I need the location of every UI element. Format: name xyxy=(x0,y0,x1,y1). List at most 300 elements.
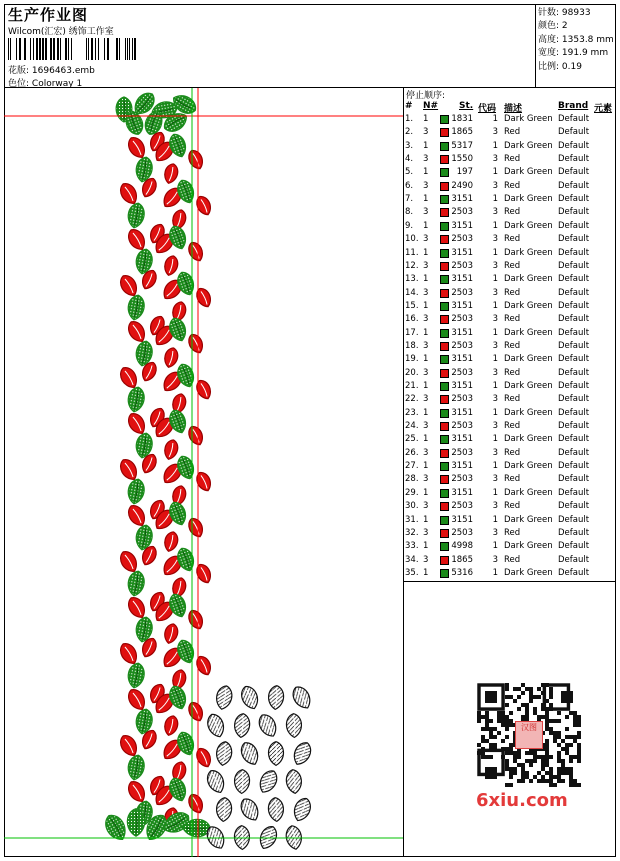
row-code: 1 xyxy=(492,167,498,178)
row-stitches: 2503 xyxy=(451,287,473,298)
row-brand: Default xyxy=(558,367,590,378)
row-index: 13. xyxy=(405,274,419,285)
row-brand: Default xyxy=(558,247,590,258)
row-index: 10. xyxy=(405,234,419,245)
row-index: 6. xyxy=(405,180,414,191)
row-brand: Default xyxy=(558,234,590,245)
table-row xyxy=(404,127,616,140)
row-description: Red xyxy=(504,340,521,351)
table-row xyxy=(404,221,616,234)
row-stitches: 3151 xyxy=(451,220,473,231)
row-description: Dark Green xyxy=(504,140,553,151)
row-code: 3 xyxy=(492,127,498,138)
row-description: Dark Green xyxy=(504,381,553,391)
row-index: 26. xyxy=(405,447,419,458)
row-stitches: 2503 xyxy=(451,527,473,538)
color-swatch xyxy=(440,302,449,311)
color-swatch xyxy=(440,222,449,231)
row-stitches: 5317 xyxy=(451,140,473,151)
row-needle: 1 xyxy=(423,407,429,418)
row-brand: Default xyxy=(558,180,590,191)
row-description: Dark Green xyxy=(504,541,553,552)
leaf-motif xyxy=(186,424,206,447)
design-value: 1696463.emb xyxy=(31,66,95,76)
row-code: 3 xyxy=(492,447,498,458)
leaf-motif xyxy=(290,740,314,768)
color-swatch xyxy=(440,182,449,191)
row-brand: Default xyxy=(558,541,590,552)
leaf-motif xyxy=(214,684,234,710)
row-brand: Default xyxy=(558,421,590,432)
row-description: Red xyxy=(504,501,521,512)
color-swatch xyxy=(440,462,449,471)
color-swatch xyxy=(440,128,449,137)
leaf-motif xyxy=(126,202,146,229)
row-stitches: 2503 xyxy=(451,367,473,378)
leaf-motif xyxy=(186,332,206,355)
row-description: Dark Green xyxy=(504,274,553,285)
row-brand: Default xyxy=(558,140,590,151)
leaf-motif xyxy=(238,684,261,712)
color-swatch xyxy=(440,355,449,364)
table-row xyxy=(404,114,616,127)
row-index: 15. xyxy=(405,300,419,311)
row-code: 1 xyxy=(492,114,498,124)
row-brand: Default xyxy=(558,340,590,351)
table-row xyxy=(404,234,616,247)
watermark-text: 6xiu.com xyxy=(476,790,568,811)
row-description: Dark Green xyxy=(504,300,553,311)
row-description: Red xyxy=(504,234,521,245)
stat-stitches: 针数: 98933 xyxy=(538,8,591,18)
row-index: 27. xyxy=(405,461,419,472)
row-index: 29. xyxy=(405,487,419,498)
row-description: Dark Green xyxy=(504,194,553,205)
row-index: 11. xyxy=(405,247,419,258)
row-code: 3 xyxy=(492,527,498,538)
leaf-motif xyxy=(162,622,179,645)
color-swatch xyxy=(440,569,449,578)
color-swatch xyxy=(440,208,449,217)
row-index: 2. xyxy=(405,127,414,138)
row-needle: 3 xyxy=(423,367,429,378)
row-description: Dark Green xyxy=(504,407,553,418)
color-swatch xyxy=(440,489,449,498)
color-swatch xyxy=(440,142,449,151)
row-needle: 1 xyxy=(423,114,429,124)
row-index: 30. xyxy=(405,501,419,512)
row-code: 1 xyxy=(492,514,498,525)
row-index: 4. xyxy=(405,154,414,165)
row-index: 31. xyxy=(405,514,419,525)
row-description: Dark Green xyxy=(504,167,553,178)
row-code: 1 xyxy=(492,434,498,445)
row-needle: 3 xyxy=(423,554,429,565)
color-swatch xyxy=(440,502,449,511)
row-brand: Default xyxy=(558,327,590,338)
row-brand: Default xyxy=(558,514,590,525)
leaf-motif xyxy=(204,768,227,796)
color-swatch xyxy=(440,516,449,525)
design-stats xyxy=(536,4,616,88)
row-index: 19. xyxy=(405,354,419,365)
color-swatch xyxy=(440,329,449,338)
color-swatch xyxy=(440,249,449,258)
row-code: 3 xyxy=(492,287,498,298)
row-stitches: 2503 xyxy=(451,421,473,432)
row-description: Red xyxy=(504,554,521,565)
color-swatch xyxy=(440,315,449,324)
leaf-motif xyxy=(194,286,214,309)
color-swatch xyxy=(440,262,449,271)
table-row xyxy=(404,328,616,341)
leaf-motif xyxy=(162,162,179,185)
table-row xyxy=(404,301,616,314)
row-description: Red xyxy=(504,207,521,218)
row-description: Dark Green xyxy=(504,487,553,498)
color-swatch xyxy=(440,342,449,351)
row-code: 3 xyxy=(492,554,498,565)
row-needle: 1 xyxy=(423,140,429,151)
color-swatch xyxy=(440,529,449,538)
row-description: Red xyxy=(504,314,521,325)
leaf-motif xyxy=(268,797,285,822)
row-description: Red xyxy=(504,180,521,191)
table-row xyxy=(404,541,616,554)
row-index: 12. xyxy=(405,260,419,271)
color-swatch xyxy=(440,289,449,298)
col-header-description: 描述 xyxy=(504,104,523,114)
row-index: 9. xyxy=(405,220,414,231)
row-index: 21. xyxy=(405,381,419,391)
row-description: Red xyxy=(504,154,521,165)
leaf-motif xyxy=(126,294,146,321)
leaf-motif xyxy=(285,769,302,794)
row-needle: 1 xyxy=(423,381,429,391)
row-description: Red xyxy=(504,527,521,538)
row-stitches: 2503 xyxy=(451,394,473,405)
stop-sequence-table xyxy=(404,88,616,582)
row-brand: Default xyxy=(558,154,590,165)
row-index: 14. xyxy=(405,287,419,298)
color-swatch xyxy=(440,195,449,204)
row-stitches: 3151 xyxy=(451,487,473,498)
leaf-motif xyxy=(162,346,179,369)
row-index: 5. xyxy=(405,167,414,178)
design-label: 花版: xyxy=(8,66,30,76)
table-row xyxy=(404,261,616,274)
table-row xyxy=(404,474,616,487)
row-description: Red xyxy=(504,367,521,378)
row-brand: Default xyxy=(558,167,590,178)
row-brand: Default xyxy=(558,260,590,271)
col-header-stitches: St. xyxy=(459,101,474,111)
color-swatch xyxy=(440,435,449,444)
leaf-motif xyxy=(186,240,206,263)
row-needle: 3 xyxy=(423,501,429,512)
leaf-motif xyxy=(186,148,206,171)
row-needle: 3 xyxy=(423,314,429,325)
qr-stamp: 汉图 xyxy=(515,721,543,749)
row-brand: Default xyxy=(558,274,590,285)
color-swatch xyxy=(440,422,449,431)
leaf-motif xyxy=(238,740,262,768)
table-row xyxy=(404,368,616,381)
row-brand: Default xyxy=(558,220,590,231)
row-code: 1 xyxy=(492,461,498,472)
leaf-motif xyxy=(291,796,314,824)
row-stitches: 2503 xyxy=(451,207,473,218)
row-index: 18. xyxy=(405,340,419,351)
row-code: 1 xyxy=(492,194,498,205)
row-stitches: 2503 xyxy=(451,474,473,485)
row-stitches: 3151 xyxy=(451,247,473,258)
row-index: 8. xyxy=(405,207,414,218)
color-swatch xyxy=(440,542,449,551)
color-swatch xyxy=(440,155,449,164)
row-stitches: 3151 xyxy=(451,354,473,365)
leaf-motif xyxy=(194,562,214,585)
leaf-motif xyxy=(186,516,206,539)
stat-colors: 颜色: 2 xyxy=(538,21,568,31)
row-code: 1 xyxy=(492,567,498,578)
design-file xyxy=(8,63,95,76)
row-needle: 1 xyxy=(423,247,429,258)
row-brand: Default xyxy=(558,434,590,445)
table-row xyxy=(404,354,616,367)
barcode xyxy=(8,38,136,60)
row-needle: 1 xyxy=(423,434,429,445)
leaf-motif xyxy=(162,438,179,461)
leaf-motif xyxy=(162,530,179,553)
col-header-index: # xyxy=(405,101,413,111)
page-title: 生产作业图 xyxy=(8,6,89,24)
row-description: Dark Green xyxy=(504,114,553,124)
row-code: 3 xyxy=(492,501,498,512)
table-row xyxy=(404,314,616,327)
row-code: 1 xyxy=(492,220,498,231)
table-row xyxy=(404,181,616,194)
leaf-motif xyxy=(126,662,146,689)
row-description: Dark Green xyxy=(504,567,553,578)
row-brand: Default xyxy=(558,567,590,578)
leaf-motif xyxy=(289,684,314,712)
table-row xyxy=(404,461,616,474)
row-code: 1 xyxy=(492,327,498,338)
leaf-motif xyxy=(215,741,233,767)
company-name: Wilcom(汇宏) 绣饰工作室 xyxy=(8,27,114,37)
row-description: Red xyxy=(504,260,521,271)
leaf-motif xyxy=(126,386,146,413)
table-row xyxy=(404,408,616,421)
table-row xyxy=(404,154,616,167)
row-brand: Default xyxy=(558,194,590,205)
leaf-motif xyxy=(216,797,233,822)
leaf-motif xyxy=(194,194,214,217)
row-description: Dark Green xyxy=(504,327,553,338)
row-brand: Default xyxy=(558,394,590,405)
row-description: Red xyxy=(504,474,521,485)
row-brand: Default xyxy=(558,381,590,391)
row-needle: 1 xyxy=(423,274,429,285)
row-description: Dark Green xyxy=(504,354,553,365)
table-row xyxy=(404,555,616,568)
row-needle: 3 xyxy=(423,527,429,538)
row-brand: Default xyxy=(558,474,590,485)
row-stitches: 3151 xyxy=(451,407,473,418)
table-row xyxy=(404,394,616,407)
row-needle: 1 xyxy=(423,327,429,338)
row-stitches: 4998 xyxy=(451,541,473,552)
row-needle: 3 xyxy=(423,207,429,218)
row-needle: 1 xyxy=(423,487,429,498)
row-brand: Default xyxy=(558,287,590,298)
leaf-motif xyxy=(101,811,130,843)
table-row xyxy=(404,501,616,514)
col-header-needle: N# xyxy=(423,101,439,111)
row-code: 1 xyxy=(492,541,498,552)
leaf-motif xyxy=(194,470,214,493)
color-swatch xyxy=(440,275,449,284)
row-index: 3. xyxy=(405,140,414,151)
row-code: 3 xyxy=(492,180,498,191)
leaf-motif xyxy=(194,654,214,677)
row-index: 24. xyxy=(405,421,419,432)
row-brand: Default xyxy=(558,461,590,472)
row-description: Dark Green xyxy=(504,434,553,445)
row-description: Dark Green xyxy=(504,461,553,472)
leaf-motif xyxy=(237,796,262,824)
row-brand: Default xyxy=(558,447,590,458)
leaf-motif xyxy=(233,713,250,738)
row-code: 3 xyxy=(492,421,498,432)
row-code: 1 xyxy=(492,381,498,391)
table-row xyxy=(404,568,616,581)
row-brand: Default xyxy=(558,354,590,365)
color-swatch xyxy=(440,168,449,177)
table-row xyxy=(404,288,616,301)
row-stitches: 1865 xyxy=(451,554,473,565)
color-swatch xyxy=(440,409,449,418)
embroidery-preview xyxy=(4,88,404,857)
row-stitches: 3151 xyxy=(451,327,473,338)
leaf-motif xyxy=(194,378,214,401)
row-stitches: 3151 xyxy=(451,434,473,445)
stat-width: 宽度: 191.9 mm xyxy=(538,48,609,58)
table-row xyxy=(404,274,616,287)
row-stitches: 3151 xyxy=(451,194,473,205)
row-code: 3 xyxy=(492,260,498,271)
row-index: 34. xyxy=(405,554,419,565)
color-swatch xyxy=(440,382,449,391)
row-code: 1 xyxy=(492,300,498,311)
leaf-motif xyxy=(186,700,206,723)
row-needle: 1 xyxy=(423,461,429,472)
table-row xyxy=(404,248,616,261)
row-needle: 3 xyxy=(423,340,429,351)
row-needle: 1 xyxy=(423,194,429,205)
row-needle: 3 xyxy=(423,447,429,458)
row-index: 25. xyxy=(405,434,419,445)
row-brand: Default xyxy=(558,407,590,418)
row-code: 1 xyxy=(492,354,498,365)
row-needle: 1 xyxy=(423,300,429,311)
row-brand: Default xyxy=(558,554,590,565)
color-swatch xyxy=(440,475,449,484)
row-index: 7. xyxy=(405,194,414,205)
row-index: 35. xyxy=(405,567,419,578)
color-swatch xyxy=(440,369,449,378)
stop-sequence-title: 停止顺序: xyxy=(406,91,446,101)
row-code: 3 xyxy=(492,234,498,245)
row-index: 22. xyxy=(405,394,419,405)
row-index: 16. xyxy=(405,314,419,325)
table-row xyxy=(404,341,616,354)
row-description: Dark Green xyxy=(504,220,553,231)
leaf-motif xyxy=(256,712,280,740)
row-stitches: 2503 xyxy=(451,447,473,458)
leaf-motif xyxy=(186,608,206,631)
row-needle: 1 xyxy=(423,220,429,231)
row-needle: 3 xyxy=(423,260,429,271)
row-needle: 3 xyxy=(423,474,429,485)
row-brand: Default xyxy=(558,314,590,325)
row-stitches: 3151 xyxy=(451,300,473,311)
col-header-code: 代码 xyxy=(478,104,497,114)
row-code: 1 xyxy=(492,247,498,258)
row-needle: 3 xyxy=(423,287,429,298)
row-code: 1 xyxy=(492,407,498,418)
leaf-motif xyxy=(162,714,179,737)
row-needle: 1 xyxy=(423,354,429,365)
table-row xyxy=(404,448,616,461)
row-stitches: 2503 xyxy=(451,340,473,351)
row-code: 3 xyxy=(492,394,498,405)
row-code: 1 xyxy=(492,274,498,285)
header-info xyxy=(4,4,536,88)
row-needle: 1 xyxy=(423,167,429,178)
leaf-motif xyxy=(205,712,227,739)
row-index: 17. xyxy=(405,327,419,338)
row-code: 3 xyxy=(492,367,498,378)
table-row xyxy=(404,421,616,434)
row-stitches: 2503 xyxy=(451,234,473,245)
leaf-motif xyxy=(162,254,179,277)
leaf-motif xyxy=(126,478,146,505)
row-stitches: 1831 xyxy=(451,114,473,124)
row-index: 20. xyxy=(405,367,419,378)
leaf-motif xyxy=(126,754,146,781)
leaf-motif xyxy=(186,792,206,815)
row-index: 28. xyxy=(405,474,419,485)
leaf-motif xyxy=(126,570,146,597)
table-row xyxy=(404,434,616,447)
row-code: 1 xyxy=(492,487,498,498)
row-brand: Default xyxy=(558,300,590,311)
row-needle: 3 xyxy=(423,234,429,245)
row-code: 3 xyxy=(492,207,498,218)
color-swatch xyxy=(440,235,449,244)
row-needle: 3 xyxy=(423,127,429,138)
row-needle: 1 xyxy=(423,541,429,552)
row-index: 32. xyxy=(405,527,419,538)
row-brand: Default xyxy=(558,501,590,512)
table-row xyxy=(404,141,616,154)
color-swatch xyxy=(440,395,449,404)
row-needle: 3 xyxy=(423,154,429,165)
col-header-element: 元素 xyxy=(594,104,613,114)
row-brand: Default xyxy=(558,127,590,138)
